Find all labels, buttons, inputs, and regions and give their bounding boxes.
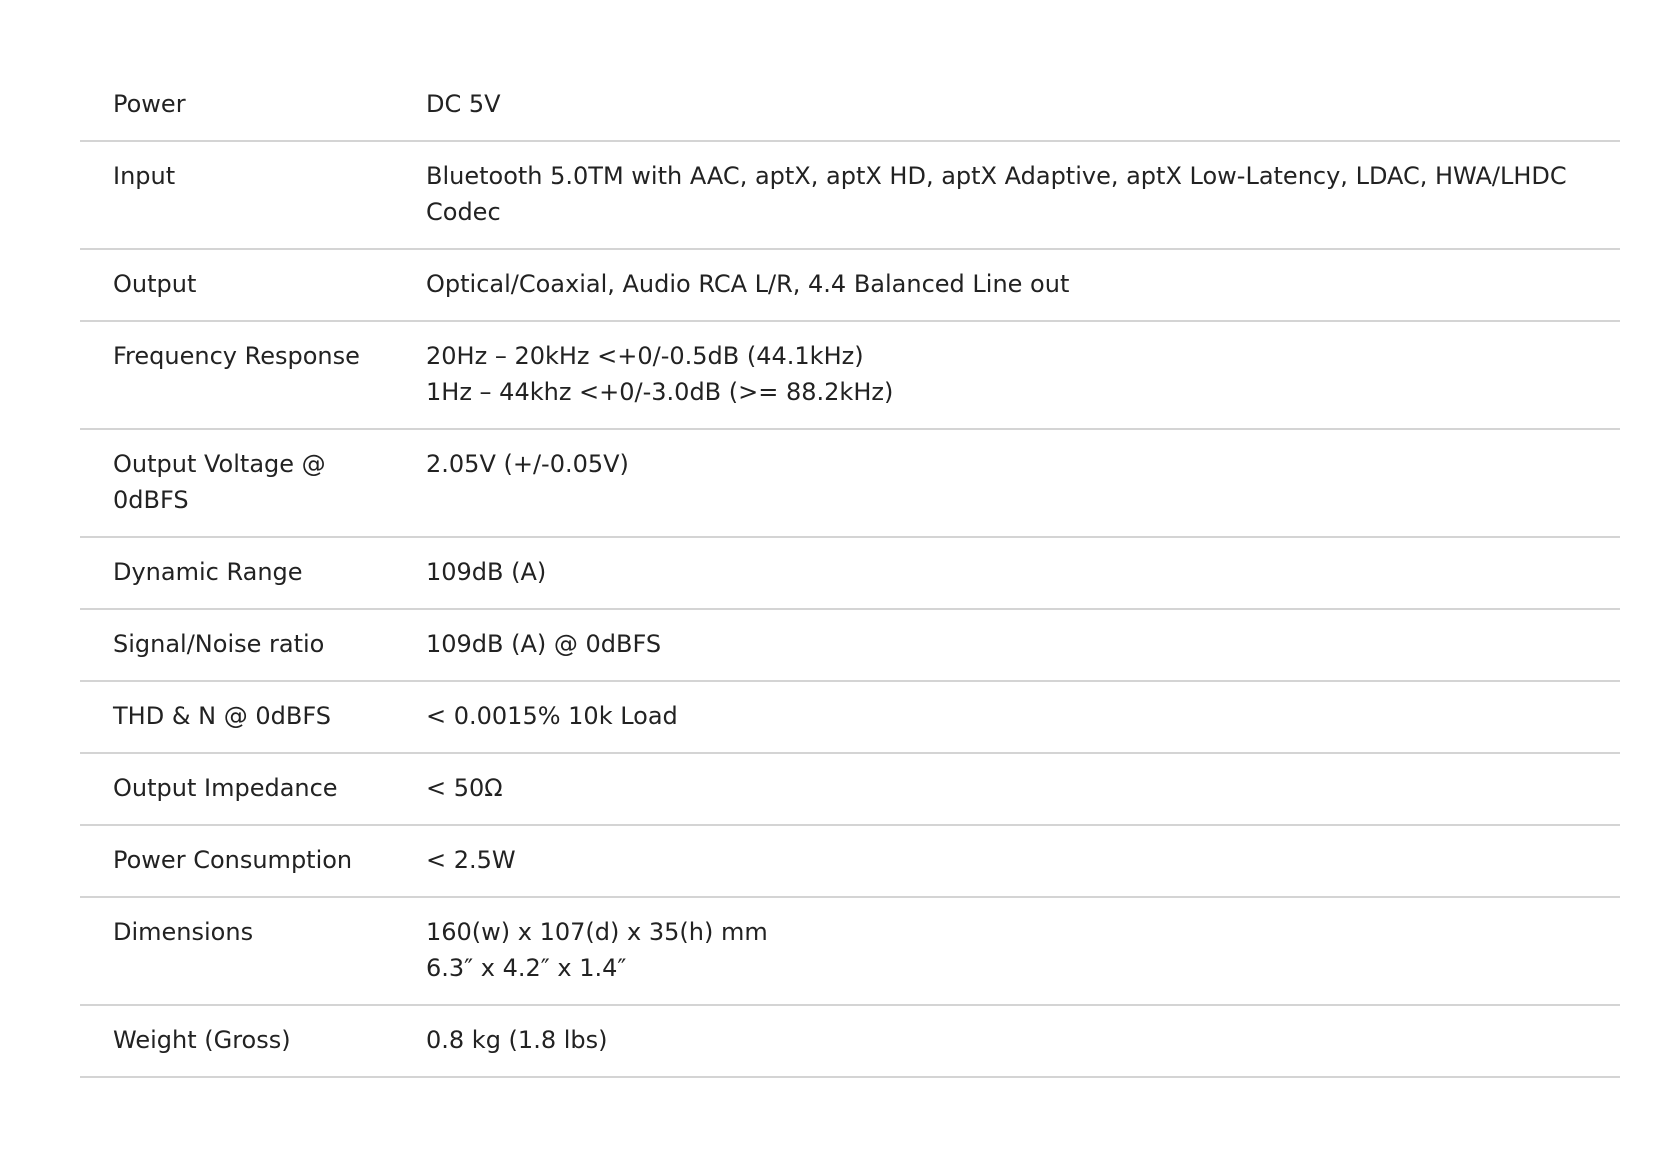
spec-label: Dimensions [113,918,254,946]
spec-value-line: 2.05V (+/-0.05V) [426,450,629,478]
spec-row-output-voltage [80,430,1620,538]
specifications-table [80,70,1620,1078]
spec-label: Output Voltage @ 0dBFS [113,450,326,514]
spec-value-line: 0.8 kg (1.8 lbs) [426,1026,608,1054]
spec-value [426,446,1620,518]
spec-label: Power Consumption [113,846,353,874]
spec-value [426,914,1620,986]
spec-value-line: 109dB (A) [426,558,547,586]
spec-value [426,554,1620,590]
spec-value-line: < 50Ω [426,774,503,802]
spec-value [426,626,1620,662]
spec-value [426,698,1620,734]
spec-row-weight [80,1006,1620,1078]
spec-value-line: 109dB (A) @ 0dBFS [426,630,662,658]
spec-row-output [80,250,1620,322]
spec-value [426,770,1620,806]
spec-label: Power [113,90,186,118]
spec-label: Weight (Gross) [113,1026,291,1054]
spec-label: Frequency Response [113,342,360,370]
spec-value-line: DC 5V [426,90,501,118]
spec-value-line: 20Hz – 20kHz <+0/-0.5dB (44.1kHz) [426,342,864,370]
spec-row-frequency-response [80,322,1620,430]
spec-value-line: Optical/Coaxial, Audio RCA L/R, 4.4 Balanced Line out [426,270,1070,298]
spec-row-thd [80,682,1620,754]
spec-value [426,158,1620,230]
spec-label: Output [113,270,197,298]
spec-row-power [80,70,1620,142]
spec-row-dynamic-range [80,538,1620,610]
spec-label: Signal/Noise ratio [113,630,325,658]
spec-value [426,338,1620,410]
spec-label: Output Impedance [113,774,338,802]
spec-value-line: < 0.0015% 10k Load [426,702,678,730]
spec-value [426,1022,1620,1058]
spec-label: Input [113,162,176,190]
spec-value [426,86,1620,122]
spec-row-output-impedance [80,754,1620,826]
spec-value-line: 6.3″ x 4.2″ x 1.4″ [426,954,627,982]
spec-label: Dynamic Range [113,558,303,586]
spec-value-line: 1Hz – 44khz <+0/-3.0dB (>= 88.2kHz) [426,378,894,406]
spec-row-dimensions [80,898,1620,1006]
spec-row-signal-noise [80,610,1620,682]
spec-row-power-consumption [80,826,1620,898]
spec-value-line: 160(w) x 107(d) x 35(h) mm [426,918,768,946]
spec-row-input [80,142,1620,250]
spec-label: THD & N @ 0dBFS [113,702,331,730]
spec-value [426,266,1620,302]
spec-value-line: Bluetooth 5.0TM with AAC, aptX, aptX HD, aptX Adaptive, aptX Low-Latency, LDAC, HWA/LHDC Codec [426,162,1567,226]
spec-value-line: < 2.5W [426,846,516,874]
spec-value [426,842,1620,878]
